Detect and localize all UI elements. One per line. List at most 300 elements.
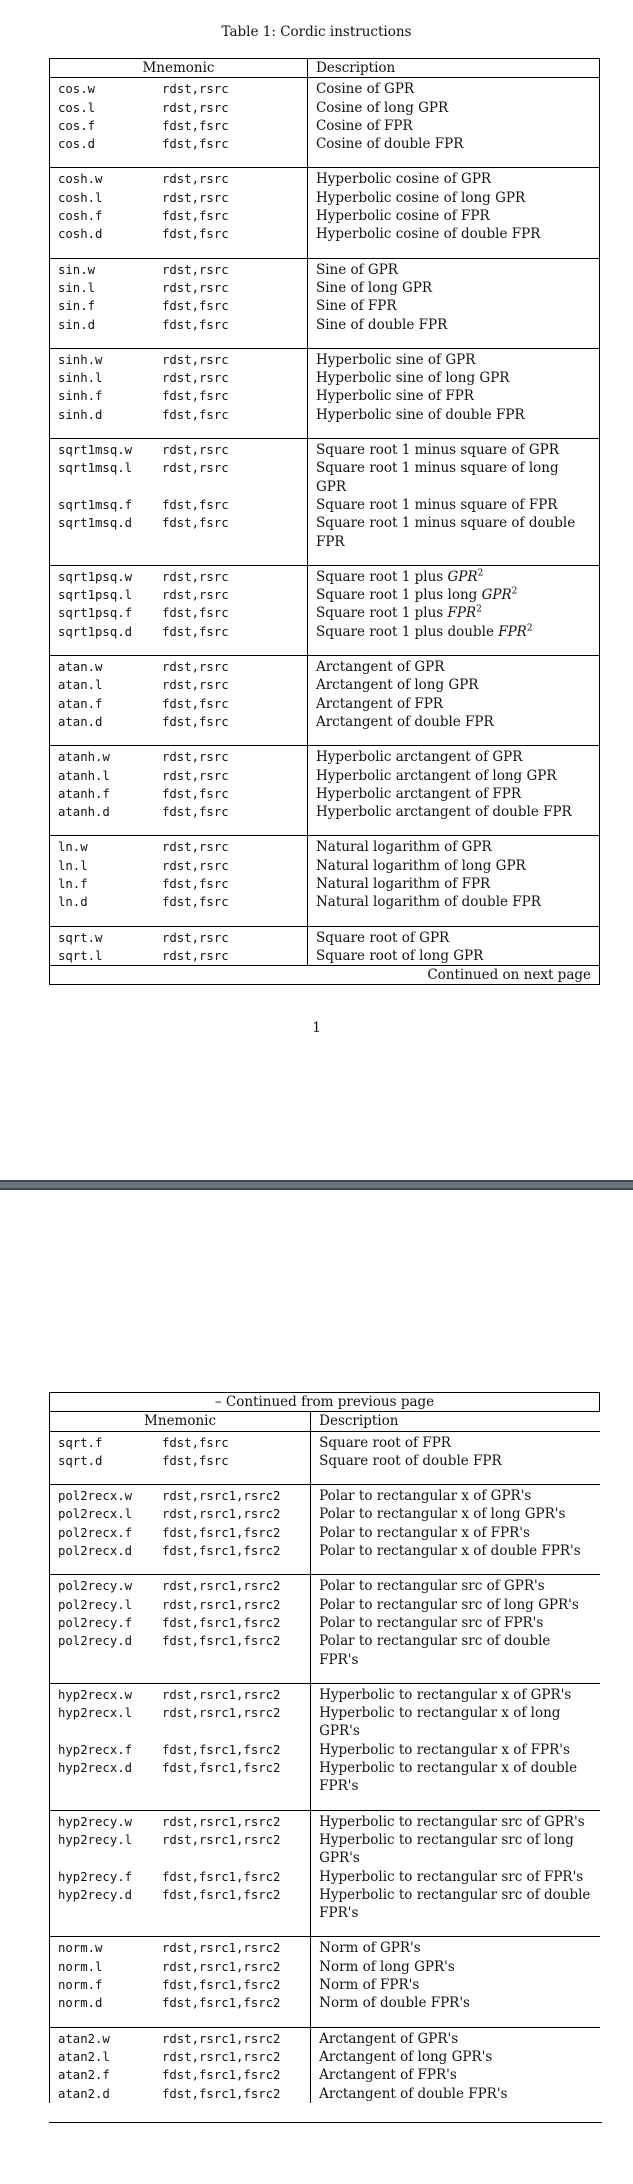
description-cell [307, 676, 599, 694]
mnemonic-cell [50, 695, 308, 713]
instruction-name: pol2recy.l [58, 1597, 133, 1612]
description-text: Norm of GPR's [319, 1940, 421, 1957]
operands: rdst,rsrc1,rsrc2 [162, 1489, 281, 1504]
table-row [50, 604, 600, 622]
instruction-name: norm.l [58, 1959, 103, 1974]
operands: fdst,fsrc [162, 317, 229, 332]
operands: fdst,fsrc [162, 606, 229, 621]
table-row [50, 1958, 600, 1976]
description-text: Natural logarithm of double FPR [315, 894, 541, 911]
operands: fdst,fsrc [162, 1435, 229, 1450]
instruction-name: sqrt1msq.l [58, 461, 133, 476]
operands: rdst,rsrc1,rsrc2 [162, 1941, 281, 1956]
table-row [50, 1614, 600, 1632]
table-row [50, 258, 600, 279]
description-cell [307, 893, 599, 926]
description-text: Sine of FPR [315, 298, 397, 315]
mnemonic-cell [50, 1485, 311, 1506]
mnemonic-cell [50, 297, 308, 315]
mnemonic-cell [50, 168, 308, 189]
description-cell [307, 406, 599, 439]
instruction-name: atan.l [58, 678, 103, 693]
table-row [50, 348, 600, 369]
operands: fdst,fsrc1,fsrc2 [162, 1978, 281, 1993]
table-row [50, 99, 600, 117]
description-text: Hyperbolic to rectangular x of GPR's [319, 1686, 572, 1703]
table-row [50, 565, 600, 586]
description-text: Hyperbolic sine of long GPR [315, 370, 510, 387]
description-text: Hyperbolic sine of FPR [315, 388, 474, 405]
instruction-name: sinh.l [58, 371, 103, 386]
table-row [50, 496, 600, 514]
table-row [50, 1575, 600, 1596]
table-row [50, 1683, 600, 1704]
table-row [50, 1505, 600, 1523]
description-text: Arctangent of double FPR's [319, 2085, 508, 2102]
description-text: Hyperbolic sine of GPR [315, 351, 476, 368]
mnemonic-header: Mnemonic [50, 59, 308, 78]
description-text: Square root 1 minus square of GPR [315, 442, 559, 459]
instruction-name: sqrt.f [58, 1435, 103, 1450]
operands: fdst,fsrc [162, 1453, 229, 1468]
table-row [50, 316, 600, 349]
description-cell [311, 2085, 600, 2103]
operands: fdst,fsrc [162, 389, 229, 404]
description-cell [311, 1452, 600, 1485]
table-row [50, 676, 600, 694]
instruction-name: pol2recy.f [58, 1615, 133, 1630]
instruction-name: sin.d [58, 317, 96, 332]
mnemonic-cell [50, 1704, 311, 1741]
table-row [50, 695, 600, 713]
description-text: Hyperbolic arctangent of double FPR [315, 804, 572, 821]
description-cell [311, 1976, 600, 1994]
operands: rdst,rsrc1,rsrc2 [162, 1579, 281, 1594]
instruction-name: sqrt.d [58, 1453, 103, 1468]
instruction-name: ln.w [58, 840, 88, 855]
operands: rdst,rsrc [162, 840, 229, 855]
description-cell [311, 1596, 600, 1614]
operands: fdst,fsrc [162, 895, 229, 910]
description-cell [307, 836, 599, 857]
operands: fdst,fsrc [162, 209, 229, 224]
instruction-name: atan.d [58, 714, 103, 729]
table-row [50, 2048, 600, 2066]
description-text: Square root of long GPR [315, 947, 484, 964]
mnemonic-cell [50, 836, 308, 857]
operands: fdst,fsrc [162, 805, 229, 820]
description-cell [311, 1886, 600, 1937]
description-text: Cosine of long GPR [315, 99, 449, 116]
mnemonic-cell [50, 1632, 311, 1683]
description-cell [307, 459, 599, 496]
mnemonic-cell [50, 1431, 311, 1452]
mnemonic-cell [50, 586, 308, 604]
instruction-name: pol2recx.d [58, 1544, 133, 1559]
operands: rdst,rsrc [162, 100, 229, 115]
instruction-name: atan2.f [58, 2068, 110, 2083]
description-cell [307, 258, 599, 279]
instruction-name: atan.w [58, 660, 103, 675]
table-row [50, 135, 600, 168]
instruction-name: hyp2recy.l [58, 1832, 133, 1847]
operands: fdst,fsrc [162, 714, 229, 729]
mnemonic-cell [50, 406, 308, 439]
operands: rdst,rsrc [162, 948, 229, 963]
instruction-name: hyp2recx.d [58, 1761, 133, 1776]
mnemonic-cell [50, 713, 308, 746]
mnemonic-cell [50, 99, 308, 117]
mnemonic-cell [50, 926, 308, 947]
mnemonic-cell [50, 496, 308, 514]
mnemonic-cell [50, 1542, 311, 1575]
description-cell [311, 1958, 600, 1976]
description-text: Cosine of GPR [315, 81, 415, 98]
description-text: Hyperbolic arctangent of FPR [315, 785, 522, 802]
table-row [50, 369, 600, 387]
description-text: Hyperbolic sine of double FPR [315, 406, 525, 423]
description-cell [307, 785, 599, 803]
instruction-name: cos.l [58, 100, 96, 115]
instruction-name: atan.f [58, 696, 103, 711]
description-cell [307, 767, 599, 785]
table-row [50, 767, 600, 785]
table-row [50, 168, 600, 189]
operands: rdst,rsrc1,rsrc2 [162, 1687, 281, 1702]
operands: fdst,fsrc1,fsrc2 [162, 1869, 281, 1884]
table-header-row [50, 1412, 600, 1431]
table-row [50, 713, 600, 746]
superscript: 2 [511, 586, 518, 597]
description-cell [311, 1575, 600, 1596]
cordic-table-part-1 [49, 58, 600, 985]
instruction-name: sin.w [58, 262, 96, 277]
description-text: Natural logarithm of FPR [315, 875, 491, 892]
mnemonic-cell [50, 1683, 311, 1704]
table-row [50, 1596, 600, 1614]
description-cell [311, 2048, 600, 2066]
page-separator [0, 1180, 633, 1190]
mnemonic-cell [50, 1994, 311, 2027]
description-text: Hyperbolic to rectangular src of GPR's [319, 1813, 585, 1830]
description-text: Square root of FPR [319, 1434, 451, 1451]
description-text: Arctangent of FPR's [319, 2067, 457, 2084]
continued-from-previous-label: – Continued from previous page [50, 1393, 600, 1412]
description-text: Hyperbolic cosine of FPR [315, 208, 490, 225]
operands: rdst,rsrc [162, 371, 229, 386]
mnemonic-cell [50, 1596, 311, 1614]
table-row [50, 1542, 600, 1575]
operands: rdst,rsrc [162, 768, 229, 783]
instruction-name: norm.d [58, 1996, 103, 2011]
instruction-name: sqrt1msq.w [58, 443, 133, 458]
table-row [50, 875, 600, 893]
mnemonic-cell [50, 857, 308, 875]
description-text: Hyperbolic cosine of long GPR [315, 189, 526, 206]
description-cell [311, 1683, 600, 1704]
operands: rdst,rsrc1,rsrc2 [162, 1706, 281, 1721]
description-text: Hyperbolic arctangent of long GPR [315, 767, 557, 784]
table-row [50, 189, 600, 207]
instruction-name: sqrt.w [58, 930, 103, 945]
description-text: Hyperbolic cosine of double FPR [315, 226, 541, 243]
superscript: 2 [477, 568, 484, 579]
operands: fdst,fsrc1,fsrc2 [162, 2086, 281, 2101]
mnemonic-cell [50, 656, 308, 677]
operands: fdst,fsrc1,fsrc2 [162, 1887, 281, 1902]
operands: rdst,rsrc1,rsrc2 [162, 1959, 281, 1974]
description-text: Polar to rectangular src of GPR's [319, 1578, 545, 1595]
description-text: Square root 1 minus square of FPR [315, 496, 558, 513]
description-text: Hyperbolic to rectangular x of long GPR's [319, 1705, 561, 1740]
description-text: Cosine of FPR [315, 117, 413, 134]
description-cell [311, 1632, 600, 1683]
continued-from-previous-row [50, 1393, 600, 1412]
mnemonic-cell [50, 746, 308, 767]
description-cell [311, 1759, 600, 1810]
operands: rdst,rsrc [162, 750, 229, 765]
description-text: Hyperbolic to rectangular src of FPR's [319, 1868, 584, 1885]
description-cell [307, 496, 599, 514]
table-row [50, 297, 600, 315]
operands: fdst,fsrc1,fsrc2 [162, 1525, 281, 1540]
operands: fdst,fsrc1,fsrc2 [162, 2068, 281, 2083]
description-text: Square root 1 plus [315, 605, 448, 622]
instruction-name: sqrt.l [58, 948, 103, 963]
description-cell [307, 604, 599, 622]
description-cell [307, 947, 599, 966]
instruction-name: cos.d [58, 137, 96, 152]
operands: fdst,fsrc1,fsrc2 [162, 1615, 281, 1630]
mnemonic-cell [50, 1958, 311, 1976]
description-cell [311, 1614, 600, 1632]
table-row [50, 1524, 600, 1542]
instruction-name: cosh.l [58, 190, 103, 205]
instruction-name: cosh.w [58, 172, 103, 187]
description-text: Polar to rectangular x of FPR's [319, 1524, 530, 1541]
description-text: Hyperbolic cosine of GPR [315, 171, 492, 188]
description-cell [307, 316, 599, 349]
table-row [50, 1831, 600, 1868]
table-row [50, 207, 600, 225]
description-cell [311, 2027, 600, 2048]
instruction-name: hyp2recy.w [58, 1814, 133, 1829]
instruction-name: atan2.d [58, 2086, 110, 2101]
instruction-name: ln.l [58, 858, 88, 873]
description-cell [307, 656, 599, 677]
description-text: Polar to rectangular src of long GPR's [319, 1596, 579, 1613]
mnemonic-cell [50, 459, 308, 496]
operands: rdst,rsrc1,rsrc2 [162, 1832, 281, 1847]
description-text: Arctangent of long GPR [315, 677, 479, 694]
table-row [50, 439, 600, 460]
description-text: Hyperbolic to rectangular x of double FPR's [319, 1760, 578, 1795]
mnemonic-cell [50, 279, 308, 297]
operands: rdst,rsrc1,rsrc2 [162, 1814, 281, 1829]
description-cell [307, 565, 599, 586]
mnemonic-cell [50, 803, 308, 836]
operands: rdst,rsrc [162, 660, 229, 675]
operands: rdst,rsrc [162, 190, 229, 205]
operands: fdst,fsrc [162, 118, 229, 133]
operands: fdst,fsrc [162, 137, 229, 152]
table-row [50, 1452, 600, 1485]
mnemonic-cell [50, 1810, 311, 1831]
operands: fdst,fsrc [162, 786, 229, 801]
description-text: Norm of long GPR's [319, 1958, 455, 1975]
instruction-name: atanh.l [58, 768, 110, 783]
instruction-name: sqrt1psq.w [58, 569, 133, 584]
description-text: Sine of GPR [315, 261, 398, 278]
description-text: Square root 1 minus square of long GPR [315, 460, 559, 495]
description-cell [311, 1485, 600, 1506]
description-cell [307, 225, 599, 258]
description-cell [311, 1831, 600, 1868]
mnemonic-cell [50, 676, 308, 694]
instruction-name: atan2.w [58, 2031, 110, 2046]
table-row [50, 1759, 600, 1810]
instruction-name: sinh.w [58, 352, 103, 367]
instruction-name: sinh.f [58, 389, 103, 404]
description-text: Hyperbolic to rectangular src of double FPR's [319, 1886, 591, 1922]
operands: fdst,fsrc [162, 227, 229, 242]
description-cell [311, 1994, 600, 2027]
mnemonic-cell [50, 369, 308, 387]
instruction-name: pol2recy.d [58, 1634, 133, 1649]
description-cell [307, 78, 599, 99]
operands: fdst,fsrc1,fsrc2 [162, 1996, 281, 2011]
description-text: Square root 1 plus long [315, 587, 482, 604]
instruction-name: atan2.l [58, 2049, 110, 2064]
description-cell [307, 297, 599, 315]
table-row [50, 1810, 600, 1831]
mnemonic-cell [50, 1741, 311, 1759]
mnemonic-cell [50, 1868, 311, 1886]
description-text: Norm of double FPR's [319, 1995, 470, 2012]
mnemonic-cell [50, 189, 308, 207]
instruction-name: sin.l [58, 280, 96, 295]
operands: fdst,fsrc1,fsrc2 [162, 1544, 281, 1559]
mnemonic-cell [50, 875, 308, 893]
operands: fdst,fsrc [162, 624, 229, 639]
instruction-name: cosh.d [58, 227, 103, 242]
description-cell [307, 857, 599, 875]
description-cell [307, 117, 599, 135]
operands: fdst,fsrc1,fsrc2 [162, 1634, 281, 1649]
mnemonic-cell [50, 258, 308, 279]
math-term: GPR [481, 587, 512, 604]
operands: fdst,fsrc [162, 876, 229, 891]
operands: fdst,fsrc [162, 696, 229, 711]
mnemonic-cell [50, 1886, 311, 1937]
description-text: Arctangent of double FPR [315, 713, 494, 730]
description-text: Square root 1 plus double [315, 623, 499, 640]
instruction-name: cos.w [58, 82, 96, 97]
table-row [50, 656, 600, 677]
table-row [50, 1868, 600, 1886]
mnemonic-cell [50, 947, 308, 966]
instruction-name: hyp2recx.f [58, 1742, 133, 1757]
description-text: Hyperbolic to rectangular src of long GPR's [319, 1831, 574, 1867]
table-header-row [50, 59, 600, 78]
mnemonic-cell [50, 2066, 311, 2084]
operands: rdst,rsrc [162, 858, 229, 873]
operands: rdst,rsrc [162, 588, 229, 603]
operands: rdst,rsrc [162, 352, 229, 367]
mnemonic-cell [50, 514, 308, 565]
table-row [50, 2085, 600, 2103]
instruction-name: sqrt1psq.d [58, 624, 133, 639]
operands: rdst,rsrc1,rsrc2 [162, 1507, 281, 1522]
description-text: Cosine of double FPR [315, 136, 464, 153]
description-text: Arctangent of GPR's [319, 2030, 459, 2047]
table-row [50, 1632, 600, 1683]
mnemonic-cell [50, 1759, 311, 1810]
instruction-name: sqrt1msq.d [58, 516, 133, 531]
mnemonic-cell [50, 78, 308, 99]
continued-next-row [50, 966, 600, 985]
description-cell [307, 713, 599, 746]
table-row [50, 1886, 600, 1937]
description-cell [307, 586, 599, 604]
operands: rdst,rsrc [162, 172, 229, 187]
mnemonic-cell [50, 316, 308, 349]
description-text: Polar to rectangular src of double FPR's [319, 1633, 551, 1668]
mnemonic-cell [50, 785, 308, 803]
description-cell [307, 803, 599, 836]
mnemonic-cell [50, 1575, 311, 1596]
description-cell [311, 1505, 600, 1523]
description-cell [311, 1542, 600, 1575]
description-cell [307, 99, 599, 117]
operands: rdst,rsrc1,rsrc2 [162, 1597, 281, 1612]
description-cell [307, 695, 599, 713]
mnemonic-cell [50, 1976, 311, 1994]
operands: fdst,fsrc [162, 299, 229, 314]
table-row [50, 746, 600, 767]
operands: fdst,fsrc [162, 407, 229, 422]
instruction-name: atanh.w [58, 750, 110, 765]
table-caption: Table 1: Cordic instructions [221, 24, 412, 40]
table-row [50, 803, 600, 836]
table-row [50, 2066, 600, 2084]
table-row [50, 893, 600, 926]
description-text: Hyperbolic arctangent of GPR [315, 749, 523, 766]
math-term: FPR [447, 605, 477, 622]
instruction-name: ln.f [58, 876, 88, 891]
operands: fdst,fsrc [162, 516, 229, 531]
description-text: Natural logarithm of long GPR [315, 857, 526, 874]
table-row [50, 785, 600, 803]
table-row [50, 1976, 600, 1994]
table-row [50, 279, 600, 297]
mnemonic-cell [50, 117, 308, 135]
description-cell [307, 387, 599, 405]
description-cell [311, 1868, 600, 1886]
mnemonic-cell [50, 1937, 311, 1958]
table-row [50, 623, 600, 656]
description-cell [307, 623, 599, 656]
superscript: 2 [476, 604, 482, 615]
description-cell [307, 168, 599, 189]
description-cell [311, 1431, 600, 1452]
table-row [50, 514, 600, 565]
description-cell [311, 1741, 600, 1759]
table-row [50, 225, 600, 258]
mnemonic-cell [50, 135, 308, 168]
description-cell [311, 2066, 600, 2084]
instruction-name: sin.f [58, 299, 96, 314]
